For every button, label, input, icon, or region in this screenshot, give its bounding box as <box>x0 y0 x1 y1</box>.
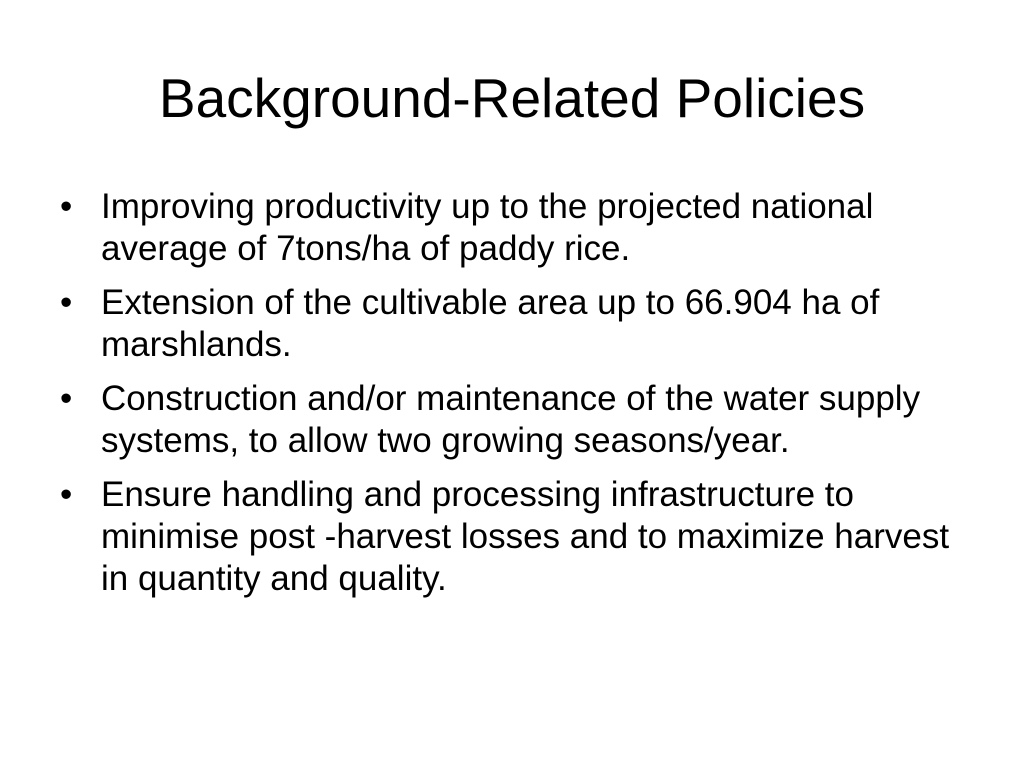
bullet-text: Ensure handling and processing infrastructure to minimise post -harvest losses and to maximize harvest in quantity and quality. <box>101 475 950 598</box>
bullet-dot-icon: • <box>60 475 73 514</box>
bullet-list <box>60 186 970 612</box>
slide-title: Background-Related Policies <box>158 67 866 129</box>
bullet-item <box>60 186 970 270</box>
bullet-dot-icon: • <box>60 283 73 322</box>
bullet-text: Improving productivity up to the projected national average of 7tons/ha of paddy rice. <box>101 187 874 268</box>
bullet-dot-icon: • <box>60 187 73 226</box>
bullet-dot-icon: • <box>60 379 73 418</box>
bullet-text: Construction and/or maintenance of the water supply systems, to allow two growing seasons/year. <box>101 379 921 460</box>
bullet-item <box>60 378 970 462</box>
bullet-item <box>60 282 970 366</box>
bullet-item <box>60 474 970 600</box>
bullet-text: Extension of the cultivable area up to 66.904 ha of marshlands. <box>101 283 880 364</box>
